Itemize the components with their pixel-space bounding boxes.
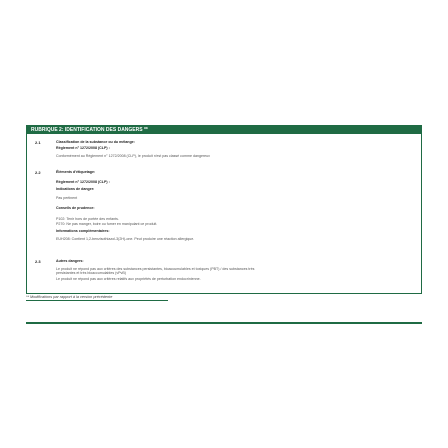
extra-info-text: Contient 1,2-benzisothiazol-3(2H)-one. Peut produire une réaction allergique. xyxy=(71,237,195,241)
extra-info-line xyxy=(56,237,194,242)
section-title: RUBRIQUE 2: IDENTIFICATION DES DANGERS ** xyxy=(27,126,421,134)
extra-info-heading: Informations complémentaires: xyxy=(56,229,110,233)
footnote-rule xyxy=(26,300,168,301)
hazard-identification-section xyxy=(26,125,422,294)
item-text: Conformément au Règlement n° 1272/2008 (CLP), le produit n'est pas classé comme dangereux xyxy=(56,154,210,158)
other-hazards-line: persistantes et très bioaccumulables (vPvB) xyxy=(56,271,126,275)
revision-footnote: ** Modifications par rapport à la version précédente xyxy=(26,295,113,299)
page-bottom-rule xyxy=(26,322,422,324)
item-heading: Éléments d'étiquetage: xyxy=(56,170,96,174)
prudence-line: P270: Ne pas manger, boire ou fumer en manipulant ce produit. xyxy=(56,222,158,226)
item-number: 2.1 xyxy=(35,140,41,145)
item-heading: Autres dangers: xyxy=(56,259,84,263)
item-number: 2.3 xyxy=(35,259,41,264)
other-hazards-line: Le produit ne répond pas aux critères des substances persistantes, bioaccumulables et toxiques (PBT) / des substances très xyxy=(56,267,255,271)
prudence-line: P102: Tenir hors de portée des enfants. xyxy=(56,217,119,221)
prudence-heading: Conseils de prudence: xyxy=(56,206,95,210)
extra-info-code: EUH208: xyxy=(56,237,71,241)
hazard-heading: Indications de danger: xyxy=(56,187,95,191)
item-subheading: Règlement n° 1272/2008 (CLP) : xyxy=(56,180,110,184)
item-number: 2.2 xyxy=(35,170,41,175)
hazard-text: Pas pertinent xyxy=(56,196,78,200)
item-heading: Classification de la substance ou du mélange: xyxy=(56,140,135,144)
item-subheading: Règlement n° 1272/2008 (CLP) : xyxy=(56,146,110,150)
other-hazards-line: Le produit ne répond pas aux critères relatifs aux propriétés de perturbation endocrinienne. xyxy=(56,277,201,281)
